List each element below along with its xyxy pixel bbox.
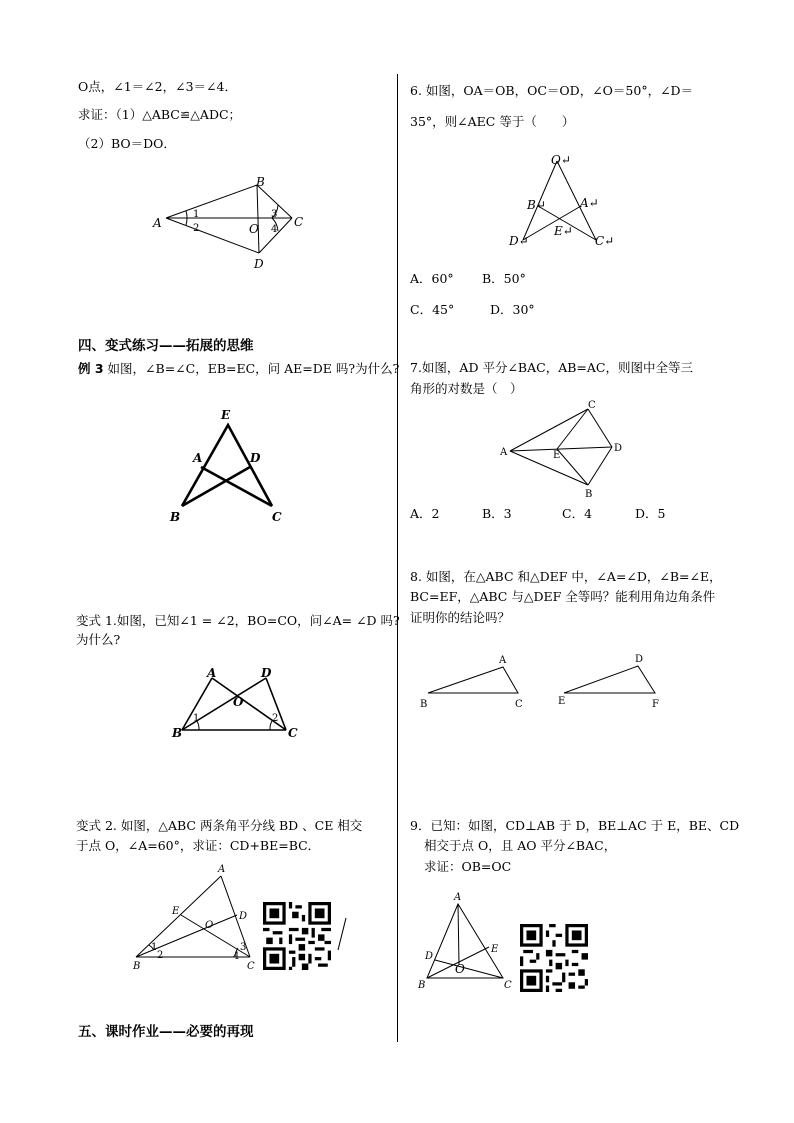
label-angle-3: 3 <box>240 942 247 953</box>
label-D: D↵ <box>509 234 529 248</box>
label-C: C <box>504 980 512 991</box>
example-text: 如图，∠B=∠C，EB=EC，问 AE=DE 吗?为什么? <box>103 361 400 376</box>
label-A: A <box>207 666 217 680</box>
label-B: B↵ <box>527 198 546 212</box>
question-7-text: 7.如图，AD 平分∠BAC，AB=AC，则图中全等三 <box>410 360 693 375</box>
label-angle-1: 1 <box>193 713 200 724</box>
label-D: D <box>254 257 264 271</box>
question-9-text: 求证：OB=OC <box>424 859 512 874</box>
option-D: D．5 <box>635 506 666 521</box>
label-O: O↵ <box>551 153 571 167</box>
label-D: D <box>425 951 434 962</box>
label-E: E <box>558 696 566 707</box>
label-C: C <box>515 699 523 710</box>
variant-1-text: 为什么? <box>76 632 121 647</box>
variant-2-text: 于点 O，∠A=60°，求证：CD+BE=BC． <box>76 838 321 853</box>
label-B: B <box>256 175 265 189</box>
option-A: A．60° <box>410 271 454 286</box>
label-angle-4: 4 <box>233 951 240 962</box>
option-A: A．2 <box>410 506 440 521</box>
label-O: O <box>233 695 244 709</box>
label-angle-1: 1 <box>193 209 200 220</box>
label-B: B <box>585 489 593 500</box>
label-D: D <box>261 666 272 680</box>
option-B: B．3 <box>482 506 512 521</box>
label-C: C <box>294 215 304 229</box>
variant-2-text: 变式 2. 如图，△ABC 两条角平分线 BD 、CE 相交 <box>76 818 363 833</box>
label-D: D <box>614 443 623 454</box>
label-A: A <box>499 655 507 666</box>
label-angle-2: 2 <box>157 950 164 961</box>
option-D: D．30° <box>490 302 535 317</box>
label-C: C <box>247 961 255 972</box>
label-D: D <box>250 451 261 465</box>
label-angle-1: 1 <box>151 942 158 953</box>
option-C: C．45° <box>410 302 455 317</box>
question-9-text: 9．已知：如图，CD⊥AB 于 D，BE⊥AC 于 E，BE、CD <box>410 818 740 833</box>
problem-text: （2）BO＝DO． <box>78 136 176 151</box>
option-C: C．4 <box>562 506 593 521</box>
problem-text: 求证：（1）△ABC≌△ADC； <box>78 107 242 122</box>
label-E: E <box>553 450 561 461</box>
label-B: B <box>172 726 183 740</box>
label-angle-4: 4 <box>271 224 278 235</box>
label-B: B <box>420 699 428 710</box>
label-D: D <box>635 654 644 665</box>
question-8-text: 证明你的结论吗？ <box>410 610 511 625</box>
label-A: A <box>500 447 508 458</box>
option-B: B．50° <box>482 271 526 286</box>
label-A: A <box>153 216 162 230</box>
problem-text: O点，∠1＝∠2，∠3＝∠4． <box>78 79 237 94</box>
example-label: 例 3 <box>78 361 104 376</box>
label-E: E <box>221 408 231 422</box>
label-F: F <box>652 699 659 710</box>
label-A: A <box>454 892 462 903</box>
variant-1-text: 变式 1.如图，已知∠1 = ∠2，BO=CO，问∠A= ∠D 吗? <box>76 613 400 628</box>
label-C: C <box>272 510 282 524</box>
label-B: B <box>170 510 181 524</box>
label-A: A↵ <box>580 196 599 210</box>
label-O: O <box>205 920 214 931</box>
qr-code-icon <box>520 924 588 992</box>
label-O: O <box>455 962 465 976</box>
question-8-text: BC=EF，△ABC 与△DEF 全等吗？能利用角边角条件 <box>410 589 716 604</box>
label-angle-2: 2 <box>272 713 279 724</box>
label-O: O <box>249 222 259 236</box>
question-7-text: 角形的对数是（ ） <box>410 381 523 396</box>
section-title: 四、变式练习——拓展的思维 <box>78 338 254 354</box>
label-angle-2: 2 <box>193 223 200 234</box>
question-6-text: 6. 如图，OA＝OB，OC＝OD，∠O＝50°，∠D＝ <box>410 83 694 98</box>
label-E: E <box>172 906 180 917</box>
label-C: C <box>588 400 596 411</box>
section-title: 五、课时作业——必要的再现 <box>78 1024 254 1040</box>
label-angle-3: 3 <box>271 209 278 220</box>
question-6-text: 35°，则∠AEC 等于（ ） <box>410 114 575 129</box>
label-B: B <box>418 980 426 991</box>
label-A: A <box>193 451 203 465</box>
label-E: E <box>491 944 499 955</box>
label-B: B <box>133 961 141 972</box>
label-A: A <box>218 864 226 875</box>
question-8-text: 8. 如图，在△ABC 和△DEF 中，∠A=∠D，∠B=∠E， <box>410 569 722 584</box>
label-E: E↵ <box>554 224 573 238</box>
label-D: D <box>239 911 248 922</box>
label-C: C↵ <box>595 234 615 248</box>
label-C: C <box>288 726 298 740</box>
question-9-text: 相交于点 O，且 AO 平分∠BAC， <box>424 838 617 853</box>
